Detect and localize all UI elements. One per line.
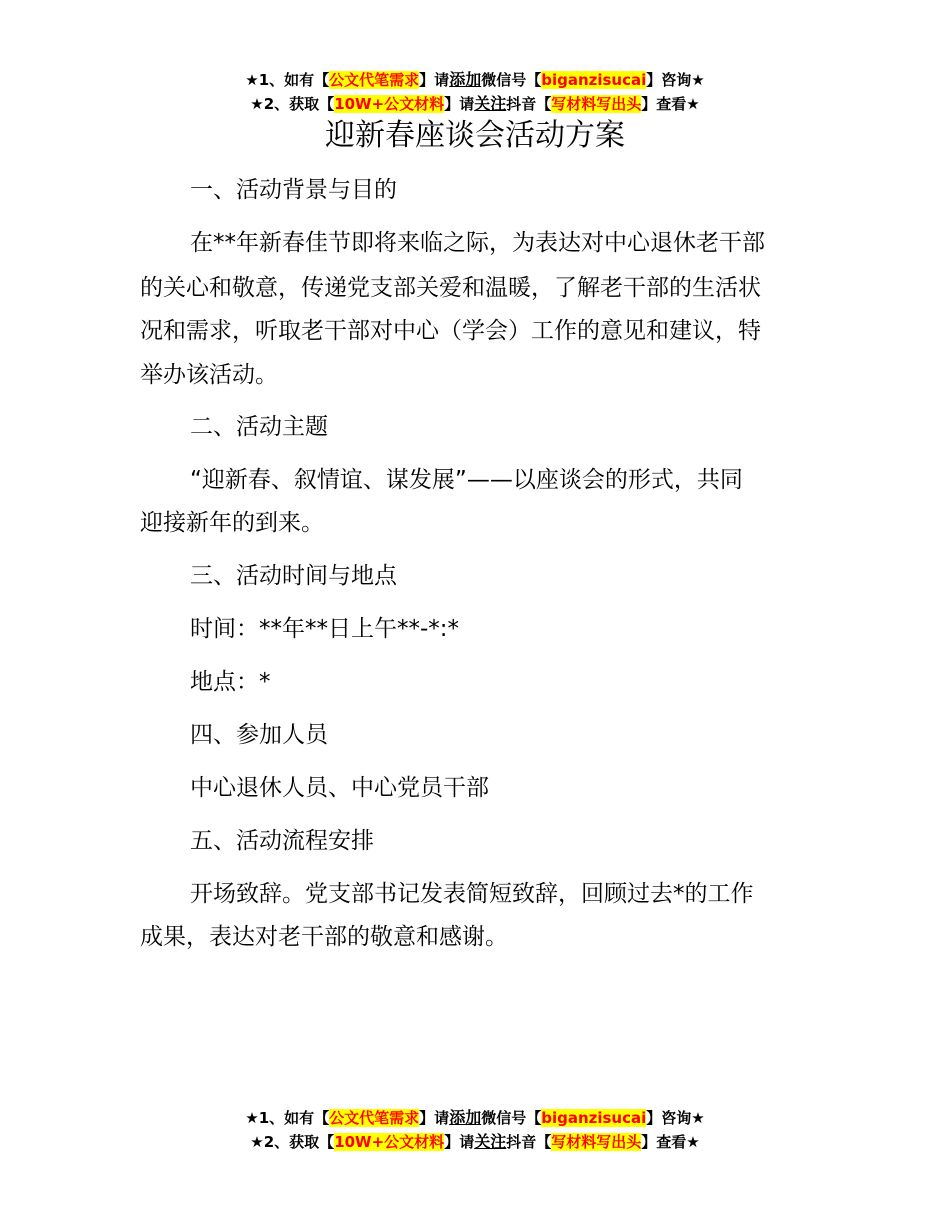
- ad-highlight: 10W+公文材料: [334, 95, 445, 113]
- ad-highlight: biganzisucai: [541, 1109, 647, 1127]
- footer-ad-line-2: ★2、获取【10W+公文材料】请关注抖音【写材料写出头】查看★: [250, 1132, 700, 1151]
- ad-highlight: 写材料写出头: [551, 1133, 642, 1151]
- header-ad: [0, 68, 950, 116]
- ad-highlight: 公文代笔需求: [329, 1109, 420, 1127]
- footer-ad: [0, 1106, 950, 1154]
- ad-highlight: 10W+公文材料: [334, 1133, 445, 1151]
- section-3-heading: 三、活动时间与地点: [190, 563, 397, 589]
- paragraph-line: 迎接新年的到来。: [140, 510, 324, 536]
- document-title: 迎新春座谈会活动方案: [325, 118, 625, 153]
- paragraph-line: 开场致辞。党支部书记发表简短致辞，回顾过去*的工作: [190, 881, 754, 907]
- ad-emphasis: 添加: [449, 1108, 482, 1127]
- section-1-heading: 一、活动背景与目的: [190, 177, 397, 203]
- ad-emphasis: 关注: [474, 1132, 507, 1151]
- place-line: 地点：*: [190, 669, 271, 695]
- ad-highlight: 写材料写出头: [551, 95, 642, 113]
- time-line: 时间：**年**日上午**-*:*: [190, 616, 460, 642]
- section-5-heading: 五、活动流程安排: [190, 828, 374, 854]
- section-2-heading: 二、活动主题: [190, 414, 328, 440]
- ad-highlight: biganzisucai: [541, 71, 647, 89]
- ad-emphasis: 添加: [449, 70, 482, 89]
- header-ad-line-2: ★2、获取【10W+公文材料】请关注抖音【写材料写出头】查看★: [250, 94, 700, 113]
- paragraph-line: 在**年新春佳节即将来临之际，为表达对中心退休老干部: [190, 230, 765, 256]
- ad-highlight: 公文代笔需求: [329, 71, 420, 89]
- footer-ad-line-1: ★1、如有【公文代笔需求】请添加微信号【biganzisucai】咨询★: [245, 1108, 705, 1127]
- ad-emphasis: 关注: [474, 94, 507, 113]
- section-4-heading: 四、参加人员: [190, 722, 328, 748]
- paragraph-line: 况和需求，听取老干部对中心（学会）工作的意见和建议，特: [140, 318, 761, 344]
- paragraph-line: 举办该活动。: [140, 362, 278, 388]
- header-ad-line-1: ★1、如有【公文代笔需求】请添加微信号【biganzisucai】咨询★: [245, 70, 705, 89]
- paragraph-line: 成果，表达对老干部的敬意和感谢。: [140, 924, 508, 950]
- paragraph-line: 的关心和敬意，传递党支部关爱和温暖，了解老干部的生活状: [140, 275, 761, 301]
- participants-line: 中心退休人员、中心党员干部: [190, 775, 489, 801]
- paragraph-line: “迎新春、叙情谊、谋发展”——以座谈会的形式，共同: [190, 467, 743, 493]
